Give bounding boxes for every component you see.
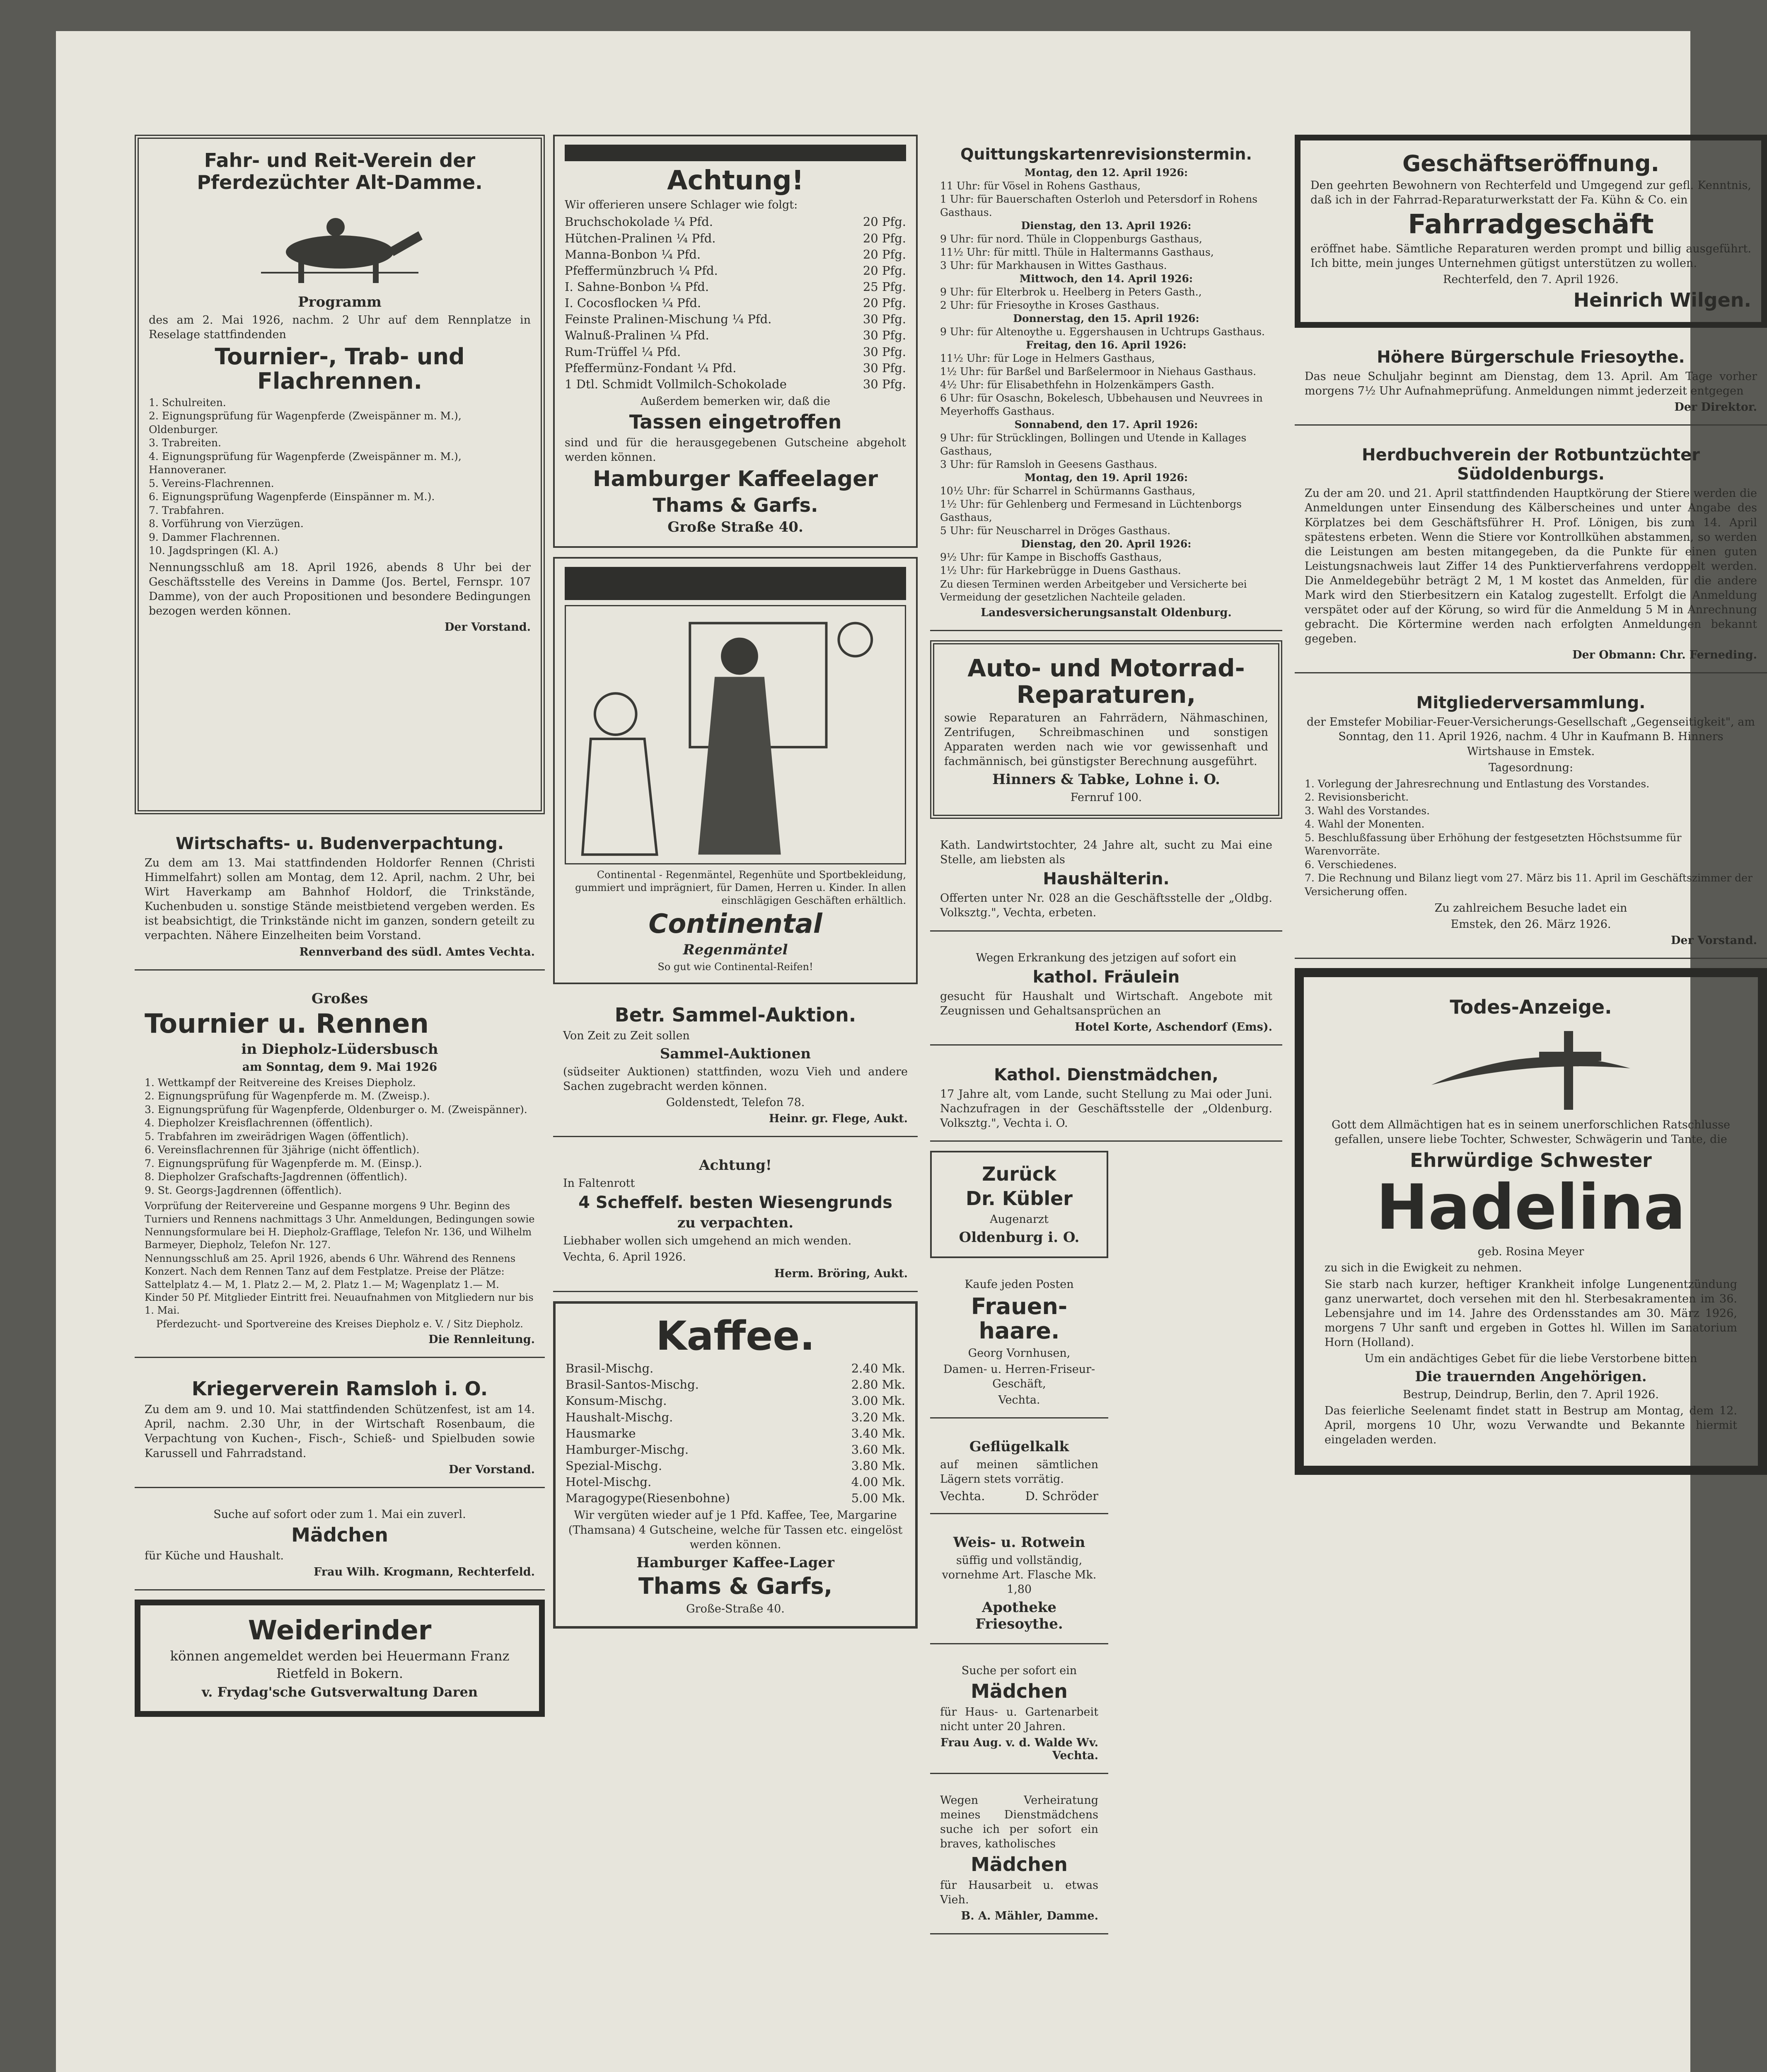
- gefluegel-city: Vechta.: [940, 1489, 985, 1503]
- schedule-line: 1½ Uhr: für Harkebrügge in Duens Gasthaus.: [940, 564, 1181, 576]
- list-item: Konsum-Mischg. 3.00 Mk.: [566, 1394, 905, 1408]
- list-item: Pfeffermünzbruch ¼ Pfd. 20 Pfg.: [565, 263, 906, 278]
- reitverein-event: Tournier-, Trab- und Flachrennen.: [215, 343, 465, 395]
- continental-ad: [553, 557, 918, 984]
- schedule-day: Freitag, den 16. April 1926:: [1026, 339, 1187, 351]
- frauenhaare-intro: Kaufe jeden Posten: [964, 1278, 1074, 1291]
- buergerschule-ad: [1295, 337, 1767, 426]
- list-item: 7. Eignungsprüfung für Wagenpferde m. M. (Einsp.).: [145, 1157, 422, 1169]
- list-item: Pfeffermünz-Fondant ¼ Pfd. 30 Pfg.: [565, 361, 906, 375]
- achtung-ad: [553, 135, 918, 548]
- maedchen2-intro: Wegen Verheiratung meines Dienstmädchens suche ich per sofort ein braves, katholisches: [940, 1794, 1098, 1851]
- maedchen2-signature: B. A. Mähler, Damme.: [961, 1910, 1098, 1923]
- kaffee-text: Wir vergüten wieder auf je 1 Pfd. Kaffee, Tee, Margarine (Thamsana) 4 Gutscheine, welche für Tassen etc. eingelöst werden können.: [568, 1509, 903, 1551]
- list-item: Feinste Pralinen-Mischung ¼ Pfd. 30 Pfg.: [565, 312, 906, 327]
- buergerschule-title: Höhere Bürgerschule Friesoythe.: [1377, 348, 1685, 367]
- list-item: 8. Diepholzer Grafschafts-Jagdrennen (öffentlich).: [145, 1171, 408, 1183]
- geschaeft-text: Den geehrten Bewohnern von Rechterfeld und Umgegend zur gefl. Kenntnis, daß ich in der Fahrrad-Reparaturwerkstatt der Fa. Kühn & Co. ein: [1310, 179, 1751, 207]
- list-item: 5. Trabfahren im zweirädrigen Wagen (öffentlich).: [145, 1130, 409, 1143]
- sammel-event: Sammel-Auktionen: [660, 1046, 811, 1063]
- kuebler-ad: [930, 1151, 1108, 1258]
- achtung-price-list: [565, 214, 906, 392]
- list-item: 2. Revisionsbericht.: [1305, 791, 1409, 804]
- continental-brand: Continental: [648, 909, 822, 940]
- auto-ad: [930, 640, 1282, 819]
- schedule-day: Montag, den 12. April 1926:: [1024, 166, 1188, 179]
- maedchen-intro: Suche auf sofort oder zum 1. Mai ein zuverl.: [213, 1508, 466, 1521]
- auto-title: Auto- und Motorrad-Reparaturen,: [967, 654, 1245, 709]
- kaffee-price-list: [566, 1360, 905, 1506]
- small-ads-left: [930, 1151, 1108, 1944]
- kaffee-company: Hamburger Kaffee-Lager: [636, 1554, 834, 1571]
- frauenhaare-city: Vechta.: [998, 1394, 1040, 1407]
- gefluegel-title: Geflügelkalk: [969, 1438, 1069, 1455]
- mitglieder-title: Mitgliederversammlung.: [1416, 693, 1646, 713]
- auto-phone: Fernruf 100.: [1070, 791, 1142, 804]
- quittung-schedule: [940, 166, 1272, 577]
- list-item: Hütchen-Pralinen ¼ Pfd. 20 Pfg.: [565, 231, 906, 245]
- list-item: I. Sahne-Bonbon ¼ Pfd. 25 Pfg.: [565, 280, 906, 294]
- gefluegel-ad: [930, 1428, 1108, 1514]
- schedule-day: Montag, den 19. April 1926:: [1024, 471, 1188, 484]
- schedule-line: 3 Uhr: für Markhausen in Wittes Gasthaus.: [940, 259, 1167, 271]
- reitverein-intro: des am 2. Mai 1926, nachm. 2 Uhr auf dem Rennplatze in Reselage stattfindenden: [149, 313, 531, 341]
- gefluegel-signature: D. Schröder: [1025, 1489, 1098, 1503]
- wirtschaft-signature: Rennverband des südl. Amtes Vechta.: [299, 945, 535, 959]
- todes-honorific: Ehrwürdige Schwester: [1410, 1149, 1652, 1172]
- list-item: 6. Verschiedenes.: [1305, 858, 1397, 871]
- reitverein-program-list: [149, 396, 531, 558]
- maedchen-title: Mädchen: [291, 1523, 388, 1546]
- list-item: 5. Vereins-Flachrennen.: [149, 477, 274, 489]
- list-item: 1 Dtl. Schmidt Vollmilch-Schokolade 30 Pfg.: [565, 377, 906, 391]
- fraeulein-text: gesucht für Haushalt und Wirtschaft. Angebote mit Zeugnissen und Gehaltsansprüchen an: [940, 990, 1272, 1017]
- list-item: Manna-Bonbon ¼ Pfd. 20 Pfg.: [565, 247, 906, 261]
- list-item: Hotel-Mischg. 4.00 Mk.: [566, 1475, 905, 1489]
- weiderinder-text: können angemeldet werden bei Heuermann Franz Rietfeld in Bokern.: [170, 1648, 510, 1681]
- schedule-day: Dienstag, den 13. April 1926:: [1021, 219, 1192, 232]
- list-item: 1. Schulreiten.: [149, 396, 226, 409]
- list-item: 9. St. Georgs-Jagdrennen (öffentlich).: [145, 1184, 342, 1196]
- achtung-title: Achtung!: [667, 165, 804, 196]
- list-item: 8. Vorführung von Vierzügen.: [149, 518, 304, 530]
- achtung-address: Große Straße 40.: [667, 518, 803, 535]
- list-item: 4. Eignungsprüfung für Wagenpferde (Zweispänner m. M.), Hannoveraner.: [149, 450, 462, 476]
- geschaeft-business: Fahrradgeschäft: [1408, 209, 1654, 240]
- geschaeft-text2: eröffnet habe. Sämtliche Reparaturen werden prompt und billig ausgeführt. Ich bitte, mein junges Unternehmen gütigst unterstützen zu wollen.: [1310, 242, 1751, 270]
- mitglieder-signature: Der Vorstand.: [1671, 934, 1757, 947]
- tournier-list: [145, 1076, 535, 1198]
- maedchen1-ad: [930, 1653, 1108, 1774]
- schessel-offer: 4 Scheffelf. besten Wiesengrunds: [578, 1193, 892, 1213]
- kriegerverein-text: Zu dem am 9. und 10. Mai stattfindenden Schützenfest, ist am 14. April, nachm. 2.30 Uhr, in der Wirtschaft Rosenbaum, die Verpachtung von Kuchen-, Fisch-, Schieß- und Spielbuden sowie Karussell und Fahrradstand.: [145, 1403, 535, 1460]
- list-item: Rum-Trüffel ¼ Pfd. 30 Pfg.: [565, 344, 906, 359]
- schedule-line: 2 Uhr: für Friesoythe in Kroses Gasthaus.: [940, 299, 1160, 311]
- herdbuch-ad: [1295, 435, 1767, 673]
- sammel-ad: [553, 993, 918, 1137]
- fraeulein-ad: [930, 941, 1282, 1046]
- dienstmaedchen-title: Kathol. Dienstmädchen,: [994, 1065, 1218, 1084]
- wirtschaft-title: Wirtschafts- u. Budenverpachtung.: [176, 834, 504, 853]
- frauenhaare-title: Frauen-haare.: [971, 1293, 1068, 1344]
- schedule-line: 11½ Uhr: für Loge in Helmers Gasthaus,: [940, 352, 1155, 364]
- mitglieder-agenda-label: Tagesordnung:: [1488, 761, 1574, 774]
- list-item: 1. Vorlegung der Jahresrechnung und Entlastung des Vorstandes.: [1305, 777, 1650, 790]
- buergerschule-text: Das neue Schuljahr beginnt am Dienstag, dem 13. April. Am Tage vorher morgens 7½ Uhr Aufnahmeprüfung. Anmeldungen nimmt jederzeit entgegen: [1305, 370, 1757, 398]
- newspaper-page: [56, 31, 1757, 2072]
- reitverein-ad: [135, 135, 545, 814]
- achtung-text: sind und für die herausgegebenen Gutscheine abgeholt werden können.: [565, 436, 906, 464]
- list-item: I. Cocosflocken ¼ Pfd. 20 Pfg.: [565, 296, 906, 310]
- maedchen1-signature: Frau Aug. v. d. Walde Wv. Vechta.: [940, 1736, 1098, 1762]
- kaffee-title: Kaffee.: [656, 1312, 815, 1359]
- schedule-line: 10½ Uhr: für Scharrel in Schürmanns Gasthaus,: [940, 484, 1196, 497]
- maedchen1-text: für Haus- u. Gartenarbeit nicht unter 20 Jahren.: [940, 1705, 1098, 1733]
- quittung-note: Zu diesen Terminen werden Arbeitgeber und Versicherte bei Vermeidung der gesetzlichen Nachteile geladen.: [940, 578, 1247, 603]
- list-item: Bruchschokolade ¼ Pfd. 20 Pfg.: [565, 215, 906, 229]
- herdbuch-title: Herdbuchverein der Rotbuntzüchter Südoldenburgs.: [1362, 445, 1700, 484]
- list-item: Brasil-Santos-Mischg. 2.80 Mk.: [566, 1377, 905, 1392]
- list-item: 4. Wahl der Monenten.: [1305, 818, 1425, 830]
- mitglieder-text: der Emstefer Mobiliar-Feuer-Versicherungs-Gesellschaft „Gegenseitigkeit", am Sonntag, den 11. April 1926, nachm. 4 Uhr in Kaufmann B. Hinners Wirtshause in Emstek.: [1306, 716, 1755, 758]
- weiderinder-ad: [135, 1600, 545, 1717]
- maedchen1-title: Mädchen: [971, 1680, 1068, 1702]
- list-item: Spezial-Mischg. 3.80 Mk.: [566, 1459, 905, 1473]
- dienstmaedchen-text: 17 Jahre alt, vom Lande, sucht Stellung zu Mai oder Juni. Nachzufragen in der Geschäftsstelle der „Oldenburg. Volksztg.", Vechta i. O.: [940, 1087, 1272, 1130]
- todes-text2: zu sich in die Ewigkeit zu nehmen.: [1325, 1261, 1522, 1275]
- kriegerverein-title: Kriegerverein Ramsloh i. O.: [191, 1377, 488, 1400]
- quittung-ad: [930, 135, 1282, 631]
- schessel-date: Vechta, 6. April 1926.: [563, 1251, 686, 1264]
- frauenhaare-role: Damen- u. Herren-Friseur-Geschäft,: [943, 1363, 1095, 1390]
- schedule-day: Donnerstag, den 15. April 1926:: [1013, 312, 1199, 324]
- haushaelterin-intro: Kath. Landwirtstochter, 24 Jahre alt, sucht zu Mai eine Stelle, am liebsten als: [940, 839, 1272, 867]
- program-label: Programm: [298, 293, 382, 310]
- list-item: Brasil-Mischg. 2.40 Mk.: [566, 1361, 905, 1376]
- mitglieder-date: Emstek, den 26. März 1926.: [1450, 918, 1611, 931]
- kaffee-address: Große-Straße 40.: [686, 1602, 785, 1615]
- fraeulein-signature: Hotel Korte, Aschendorf (Ems).: [1075, 1020, 1272, 1034]
- achtung-note: Außerdem bemerken wir, daß die: [640, 395, 831, 408]
- continental-slogan: So gut wie Continental-Reifen!: [657, 961, 813, 973]
- schedule-line: 3 Uhr: für Ramsloh in Geesens Gasthaus.: [940, 458, 1158, 470]
- kuebler-name: Dr. Kübler: [966, 1187, 1073, 1210]
- sammel-title: Betr. Sammel-Auktion.: [614, 1004, 856, 1026]
- maedchen2-title: Mädchen: [971, 1853, 1068, 1876]
- column-3: [930, 135, 1282, 1944]
- frauenhaare-ad: [930, 1267, 1108, 1418]
- list-item: Walnuß-Pralinen ¼ Pfd. 30 Pfg.: [565, 328, 906, 343]
- column-4: [1295, 135, 1767, 1484]
- schedule-line: 9 Uhr: für Elterbrok u. Heelberg in Peters Gasth.,: [940, 286, 1202, 298]
- list-item: 6. Vereinsflachrennen für 3jährige (nicht öffentlich).: [145, 1144, 420, 1156]
- schedule-line: 9 Uhr: für Strücklingen, Bollingen und Utende in Kallages Gasthaus,: [940, 431, 1247, 457]
- kriegerverein-ad: [135, 1367, 545, 1488]
- geschaeft-title: Geschäftseröffnung.: [1402, 150, 1660, 177]
- tournier-signature: Die Rennleitung.: [428, 1333, 535, 1346]
- palm-cross-illustration: [1325, 1021, 1737, 1116]
- mitglieder-ad: [1295, 683, 1767, 959]
- weiderinder-signature: v. Frydag'sche Gutsverwaltung Daren: [201, 1684, 478, 1700]
- list-item: 4. Diepholzer Kreisflachrennen (öffentlich).: [145, 1117, 373, 1129]
- tournier-ad: [135, 980, 545, 1358]
- herdbuch-text: Zu der am 20. und 21. April stattfindenden Hauptkörung der Stiere werden die Anmeldungen unter Einsendung des Kälberscheines und unter Angabe des Körplatzes bei dem Geschäftsführer H. Prof. Lönigen, bis zum 14. April spätestens erbeten. Wenn die Stiere vor Kontrollkühen abstammen, so werden die Leistungen am besten mitangegeben, da die Punkte für einen guten Leistungsnachweis laut Ziffer 14 des Punktierverfahrens verdoppelt werden. Die Anmeldegebühr beträgt 2 M, 1 M kostet das Anmelden, für die andere Mark wird den Stierbesitzern ein Katalog zugestellt. Erfolgt die Anmeldung verspätet oder auf der Körung, so wird für die Anmeldung 5 M in Anrechnung gebracht. Die Körtermine werden nach erfolgten Anmeldungen bekannt gegeben.: [1305, 487, 1757, 646]
- todes-closing: Das feierliche Seelenamt findet statt in Bestrup am Montag, dem 12. April, morgens 10 Uhr, wozu Verwandte und Bekannte hiermit eingeladen werden.: [1325, 1404, 1737, 1447]
- list-item: Maragogype(Riesenbohne) 5.00 Mk.: [566, 1491, 905, 1506]
- dienstmaedchen-ad: [930, 1055, 1282, 1142]
- kuebler-role: Augenarzt: [990, 1213, 1049, 1226]
- maedchen-signature: Frau Wilh. Krogmann, Rechterfeld.: [314, 1565, 535, 1578]
- sammel-signature: Heinr. gr. Flege, Aukt.: [769, 1112, 908, 1126]
- wein-title: Weis- u. Rotwein: [953, 1534, 1085, 1551]
- column-1: [135, 135, 545, 1726]
- list-item: 5. Beschlußfassung über Erhöhung der festgesetzten Höchstsumme für Warenvorräte.: [1305, 831, 1682, 857]
- wein-signature: Apotheke Friesoythe.: [975, 1599, 1063, 1632]
- reitverein-title: Fahr- und Reit-Verein der Pferdezüchter Alt-Damme.: [197, 149, 483, 194]
- list-item: Hausmarke 3.40 Mk.: [566, 1426, 905, 1440]
- schedule-line: 9½ Uhr: für Kampe in Bischoffs Gasthaus,: [940, 551, 1162, 563]
- tournier-text: Vorprüfung der Reitervereine und Gespanne morgens 9 Uhr. Beginn des Turniers und Rennens nachmittags 3 Uhr. Anmeldungen, Bedingungen sowie Nennungsformulare bei H. Diepholz-Grafflage, Telefon Nr. 136, und Wilhelm Barmeyer, Diepholz, Telefon Nr. 127.: [145, 1200, 535, 1251]
- quittung-title: Quittungskartenrevisionstermin.: [960, 145, 1252, 163]
- reitverein-closing: Nennungsschluß am 18. April 1926, abends 8 Uhr bei der Geschäftsstelle des Vereins in Damme (Jos. Bertel, Fernspr. 107 Damme), von der auch Propositionen und besondere Bedingungen bezogen werden können.: [149, 561, 531, 618]
- ad-header-bar: [565, 567, 906, 600]
- quittung-signature: Landesversicherungsanstalt Oldenburg.: [981, 606, 1232, 620]
- small-ads-row: [930, 1151, 1282, 1944]
- schedule-day: Sonnabend, den 17. April 1926:: [1014, 418, 1198, 431]
- schessel-title: Achtung!: [699, 1157, 772, 1174]
- schessel-ad: [553, 1146, 918, 1292]
- tournier-date: am Sonntag, dem 9. Mai 1926: [242, 1060, 438, 1074]
- weiderinder-title: Weiderinder: [248, 1615, 432, 1646]
- tournier-org: Pferdezucht- und Sportvereine des Kreises Diepholz e. V. / Sitz Diepholz.: [156, 1318, 523, 1330]
- schessel-signature: Herm. Bröring, Aukt.: [774, 1267, 908, 1280]
- achtung-owner: Thams & Garfs.: [653, 494, 818, 516]
- tournier-location: in Diepholz-Lüdersbusch: [241, 1041, 438, 1058]
- achtung-company: Hamburger Kaffeelager: [592, 467, 878, 492]
- todes-text3: Sie starb nach kurzer, heftiger Krankheit infolge Lungenentzündung ganz unerwartet, doch versehen mit den hl. Sterbesakramenten im 36. Lebensjahre und im 14. Jahre des Ordensstandes am 30. März 1926, morgens 7 Uhr sanft und ergeben in Gottes hl. Willen im Sanatorium Horn (Holland).: [1325, 1278, 1737, 1349]
- schedule-day: Dienstag, den 20. April 1926:: [1021, 537, 1192, 550]
- schessel-text: Liebhaber wollen sich umgehend an mich wenden.: [563, 1234, 852, 1248]
- schedule-line: 1½ Uhr: für Gehlenberg und Fermesand in Lüchtenborgs Gasthaus,: [940, 498, 1242, 523]
- schedule-line: 1 Uhr: für Bauerschaften Osterloh und Petersdorf in Rohens Gasthaus.: [940, 193, 1258, 218]
- fraeulein-title: kathol. Fräulein: [1032, 967, 1180, 987]
- maedchen-text: für Küche und Haushalt.: [145, 1549, 284, 1562]
- tournier-closing: Nennungsschluß am 25. April 1926, abends 6 Uhr. Während des Rennens Konzert. Nach dem Rennen Tanz auf dem Festplatze. Preise der Plätze: Sattelplatz 4.— M, 1. Platz 2.— M, 2. Platz 1.— M; Wagenplatz 1.— M. Kinder 50 Pf. Mitglieder Eintritt frei. Neuaufnahmen von Mitgliedern nur bis 1. Mai.: [145, 1253, 534, 1316]
- schessel-action: zu verpachten.: [677, 1215, 794, 1232]
- list-item: 2. Eignungsprüfung für Wagenpferde (Zweispänner m. M.), Oldenburger.: [149, 410, 462, 436]
- frauenhaare-name: Georg Vornhusen,: [968, 1346, 1071, 1360]
- list-item: 7. Die Rechnung und Bilanz liegt vom 27. März bis 11. April im Geschäftszimmer der Versicherung offen.: [1305, 872, 1752, 898]
- maedchen2-ad: [930, 1783, 1108, 1934]
- todes-text: Gott dem Allmächtigen hat es in seinem unerforschlichen Ratschlusse gefallen, unsere liebe Tochter, Schwester, Schwägerin und Tante, die: [1331, 1118, 1731, 1146]
- wirtschaft-ad: [135, 823, 545, 971]
- gefluegel-footer: [940, 1488, 1098, 1504]
- continental-brand-sub: Regenmäntel: [683, 941, 788, 958]
- achtung-intro: Wir offerieren unsere Schlager wie folgt:: [565, 198, 798, 212]
- list-item: Haushalt-Mischg. 3.20 Mk.: [566, 1410, 905, 1424]
- wein-text: süffig und vollständig, vornehme Art. Flasche Mk. 1,80: [942, 1554, 1097, 1596]
- list-item: 7. Trabfahren.: [149, 504, 225, 516]
- fraeulein-intro: Wegen Erkrankung des jetzigen auf sofort ein: [976, 951, 1237, 964]
- auto-company: Hinners & Tabke, Lohne i. O.: [992, 771, 1220, 788]
- haushaelterin-title: Haushälterin.: [1043, 869, 1170, 889]
- tournier-title: Tournier u. Rennen: [145, 1008, 429, 1039]
- maedchen2-text: für Hausarbeit u. etwas Vieh.: [940, 1879, 1098, 1907]
- geschaeft-ad: [1295, 135, 1767, 328]
- kuebler-title: Zurück: [982, 1163, 1056, 1186]
- geschaeft-date: Rechterfeld, den 7. April 1926.: [1443, 273, 1619, 286]
- reitverein-signature: Der Vorstand.: [445, 621, 531, 634]
- list-item: 10. Jagdspringen (Kl. A.): [149, 545, 278, 557]
- schedule-day: Mittwoch, den 14. April 1926:: [1019, 272, 1193, 285]
- todes-mourners: Die trauernden Angehörigen.: [1415, 1368, 1647, 1385]
- todes-prayer: Um ein andächtiges Gebet für die liebe Verstorbene bitten: [1364, 1352, 1697, 1365]
- todes-places: Bestrup, Deindrup, Berlin, den 7. April 1926.: [1403, 1388, 1659, 1402]
- achtung-tassen: Tassen eingetroffen: [629, 411, 842, 433]
- schessel-location: In Faltenrott: [563, 1177, 635, 1190]
- sammel-contact: Goldenstedt, Telefon 78.: [666, 1096, 805, 1109]
- wein-ad: [930, 1523, 1108, 1644]
- haushaelterin-ad: [930, 828, 1282, 931]
- raincoat-illustration: [565, 605, 906, 864]
- list-item: 6. Eignungsprüfung Wagenpferde (Einspänner m. M.).: [149, 491, 435, 503]
- schedule-line: 1½ Uhr: für Barßel und Barßelermoor in Niehaus Gasthaus.: [940, 365, 1257, 378]
- mitglieder-agenda: [1305, 777, 1757, 899]
- list-item: 1. Wettkampf der Reitvereine des Kreises Diepholz.: [145, 1076, 416, 1089]
- sammel-intro: Von Zeit zu Zeit sollen: [563, 1029, 690, 1042]
- horse-race-illustration: [149, 196, 531, 291]
- todes-ad: [1295, 968, 1767, 1474]
- buergerschule-signature: Der Direktor.: [1674, 401, 1757, 414]
- haushaelterin-text: Offerten unter Nr. 028 an die Geschäftsstelle der „Oldbg. Volksztg.", Vechta, erbeten.: [940, 892, 1272, 920]
- schedule-line: 4½ Uhr: für Elisabethfehn in Holzenkämpers Gasth.: [940, 378, 1214, 391]
- herdbuch-signature: Der Obmann: Chr. Ferneding.: [1572, 649, 1757, 662]
- list-item: Hamburger-Mischg. 3.60 Mk.: [566, 1442, 905, 1457]
- todes-name: Hadelina: [1376, 1172, 1686, 1244]
- geschaeft-signature: Heinrich Wilgen.: [1573, 289, 1751, 312]
- list-item: 9. Dammer Flachrennen.: [149, 531, 280, 543]
- sammel-text: (südseiter Auktionen) stattfinden, wozu Vieh und andere Sachen zugebracht werden können.: [563, 1065, 908, 1093]
- tournier-label: Großes: [311, 990, 368, 1007]
- kaffee-ad: [553, 1301, 918, 1629]
- continental-caption: Continental - Regenmäntel, Regenhüte und Sportbekleidung, gummiert und imprägniert, für Damen, Herren u. Kinder. In allen einschlägigen Geschäften erhältlich.: [575, 869, 906, 907]
- maedchen1-intro: Suche per sofort ein: [961, 1664, 1077, 1677]
- list-item: 3. Trabreiten.: [149, 437, 221, 449]
- wirtschaft-text: Zu dem am 13. Mai stattfindenden Holdorfer Rennen (Christi Himmelfahrt) sollen am Montag, dem 12. April, nachm. 2 Uhr, bei Wirt Haverkamp am Bahnhof Holdorf, die Trinkstände, Kuchenbuden u. sonstige Stände meistbietend vergeben werden. Es ist beabsichtigt, die Trinkstände nicht im ganzen, sondern geteilt zu verpachten. Nähere Einzelheiten beim Vorstand.: [145, 857, 535, 942]
- kuebler-city: Oldenburg i. O.: [959, 1229, 1080, 1246]
- gefluegel-text: auf meinen sämtlichen Lägern stets vorrätig.: [940, 1458, 1098, 1486]
- todes-birth: geb. Rosina Meyer: [1477, 1245, 1584, 1259]
- schedule-line: 9 Uhr: für Altenoythe u. Eggershausen in Uchtrups Gasthaus.: [940, 325, 1265, 338]
- mitglieder-note: Zu zahlreichem Besuche ladet ein: [1434, 902, 1627, 915]
- schedule-line: 5 Uhr: für Neuscharrel in Dröges Gasthaus.: [940, 524, 1171, 537]
- list-item: 3. Wahl des Vorstandes.: [1305, 804, 1430, 817]
- kriegerverein-signature: Der Vorstand.: [449, 1463, 535, 1476]
- kaffee-owner: Thams & Garfs,: [638, 1573, 833, 1599]
- list-item: 2. Eignungsprüfung für Wagenpferde m. M. (Zweisp.).: [145, 1090, 430, 1102]
- list-item: 3. Eignungsprüfung für Wagenpferde, Oldenburger o. M. (Zweispänner).: [145, 1103, 527, 1116]
- schedule-line: 11½ Uhr: für mittl. Thüle in Haltermanns Gasthaus,: [940, 246, 1214, 258]
- schedule-line: 6 Uhr: für Osaschn, Bokelesch, Ubbehausen und Neuvrees in Meyerhoffs Gasthaus.: [940, 392, 1263, 417]
- schedule-line: 11 Uhr: für Vösel in Rohens Gasthaus,: [940, 179, 1141, 192]
- schedule-line: 9 Uhr: für nord. Thüle in Cloppenburgs Gasthaus,: [940, 232, 1202, 245]
- ad-header-bar: [565, 145, 906, 161]
- maedchen-ad: [135, 1497, 545, 1590]
- column-2: [553, 135, 918, 1638]
- auto-text: sowie Reparaturen an Fahrrädern, Nähmaschinen, Zentrifugen, Schreibmaschinen und sonstigen Apparaten werden nach wie vor gewissenhaft und fachmännisch, bei günstigster Berechnung ausgeführt.: [944, 711, 1268, 768]
- todes-title: Todes-Anzeige.: [1450, 996, 1612, 1019]
